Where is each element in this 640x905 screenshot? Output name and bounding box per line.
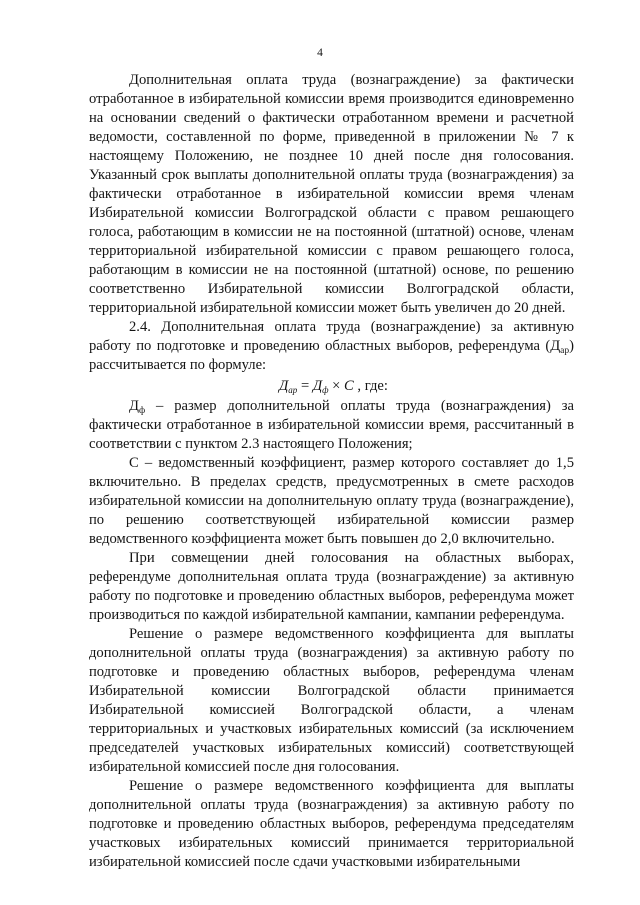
- df-subscript: ф: [138, 406, 146, 416]
- paragraph-combined-voting: При совмещении дней голосования на областных выборах, референдуме дополнительная оплата труда (вознаграждение) за активную работу по подготовке и проведению областных выборов, референдума может производиться по каждой избирательной кампании, кампании референдума.: [89, 550, 574, 623]
- formula-equals: =: [297, 378, 313, 394]
- page-number: 4: [317, 47, 323, 59]
- paragraph-coefficient-decision-members: Решение о размере ведомственного коэффициента для выплаты дополнительной оплаты труда (вознаграждения) за активную работу по подготовке и проведению областных выборов, референдума членам Избирательной комиссии Волгоградской области принимается Избирательной комиссией Волгоградской области, а членам территориальных и участковых избирательных комиссий (за исключением председателей участковых избирательных комиссий) соответствующей избирательной комиссией после дня голосования.: [89, 626, 574, 775]
- formula-times: ×: [328, 378, 345, 394]
- document-body: [89, 71, 574, 872]
- df-definition-text: – размер дополнительной оплаты труда (вознаграждения) за фактически отработанное в избирательной комиссии время, рассчитанный в соответствии с пунктом 2.3 настоящего Положения;: [89, 398, 574, 452]
- formula-lhs-symbol: Д: [279, 378, 289, 394]
- section-2-4-text-end: ) рассчитывается по формуле:: [89, 338, 574, 373]
- formula-term1-subscript: ф: [322, 385, 329, 395]
- df-symbol: Д: [129, 398, 139, 414]
- paragraph-df-definition: [89, 397, 574, 454]
- section-2-4-subscript: ар: [560, 346, 570, 356]
- section-2-4-text: 2.4. Дополнительная оплата труда (вознаграждение) за активную работу по подготовке и проведению областных выборов, референдума (Д: [89, 319, 574, 354]
- formula-term2-symbol: С: [344, 378, 354, 394]
- formula: [89, 375, 574, 397]
- paragraph-section-2-4: [89, 318, 574, 375]
- paragraph-coefficient-decision-chairs: Решение о размере ведомственного коэффициента для выплаты дополнительной оплаты труда (вознаграждения) за активную работу по подготовке и проведению областных выборов, референдума председателям участковых избирательных комиссий принимается территориальной избирательной комиссией после сдачи участковыми избирательными: [89, 778, 574, 870]
- formula-lhs-subscript: ар: [288, 385, 298, 395]
- paragraph-payment-timing: Дополнительная оплата труда (вознаграждение) за фактически отработанное в избирательной комиссии время производится единовременно на основании сведений о фактически отработанном времени и расчетной ведомости, составленной по форме, приведенной в приложении № 7 к настоящему Положению, не позднее 10 дней после дня голосования. Указанный срок выплаты дополнительной оплаты труда (вознаграждения) за фактически отработанное в избирательной комиссии время членам Избирательной комиссии Волгоградской области с правом решающего голоса, работающим в комиссии не на постоянной (штатной) основе, членам территориальной избирательной комиссии с правом решающего голоса, работающим в комиссии не на постоянной (штатной) основе, по решению соответственно Избирательной комиссии Волгоградской области, территориальной избирательной комиссии может быть увеличен до 20 дней.: [89, 72, 574, 316]
- paragraph-c-definition: С – ведомственный коэффициент, размер которого составляет до 1,5 включительно. В пределах средств, предусмотренных в смете расходов избирательной комиссии на дополнительную оплату труда (вознаграждение), по решению соответствующей избирательной комиссии размер ведомственного коэффициента может быть повышен до 2,0 включительно.: [89, 455, 574, 547]
- formula-tail: , где:: [353, 378, 388, 394]
- formula-term1-symbol: Д: [312, 378, 323, 394]
